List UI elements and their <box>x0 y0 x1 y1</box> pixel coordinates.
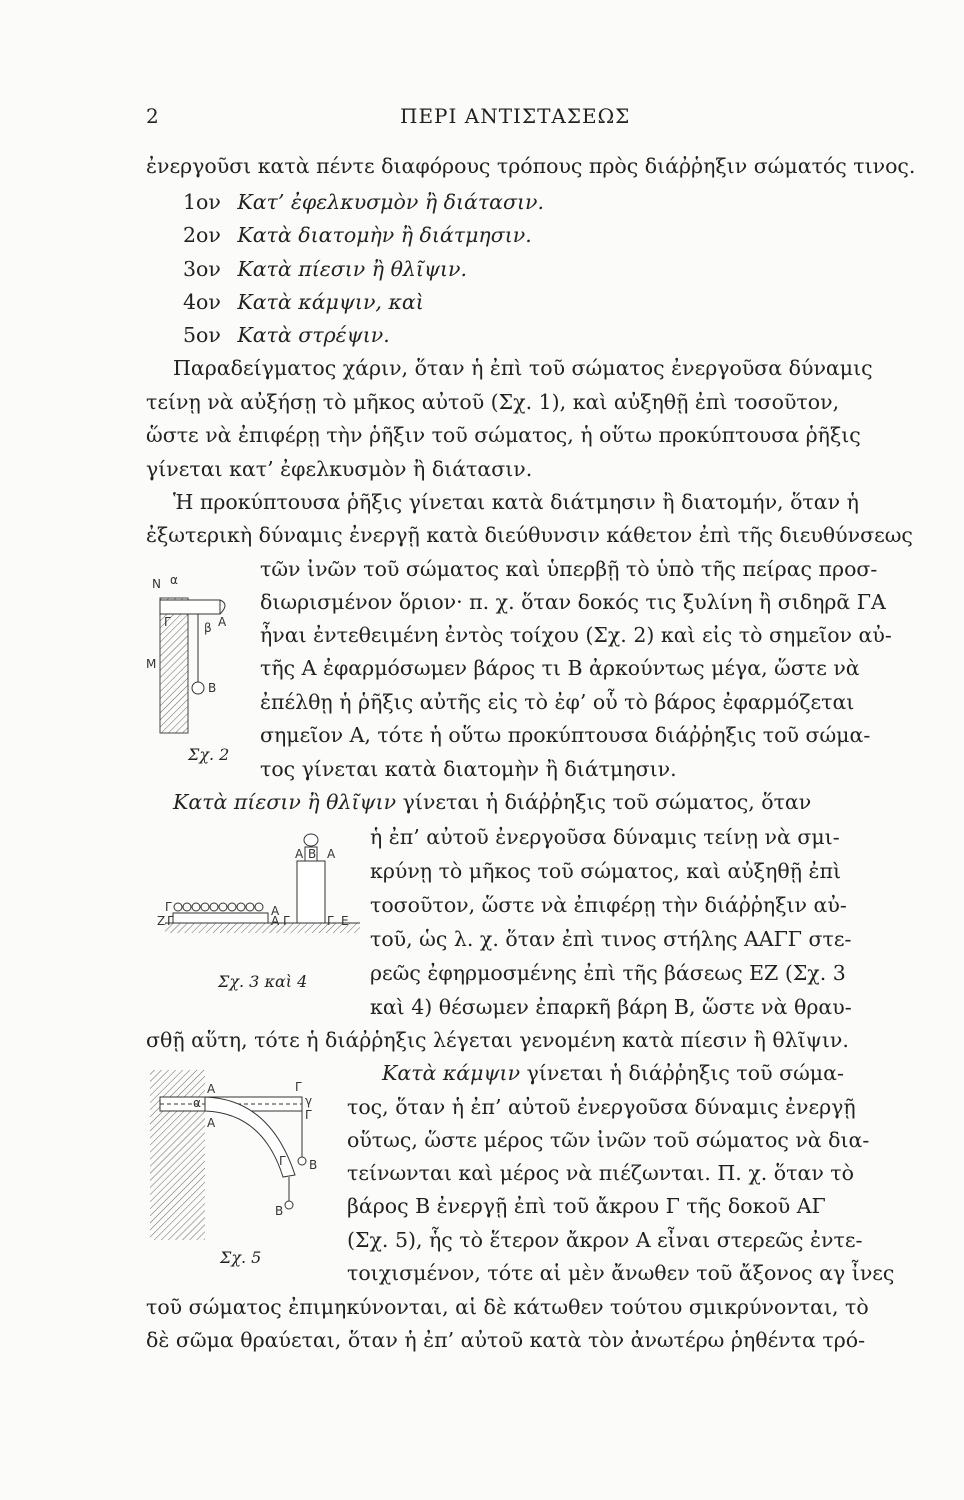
text-line: δὲ σῶμα θραύεται, ὅταν ἡ ἐπ’ αὐτοῦ κατὰ τὸν ἀνωτέρω ῥηθέντα τρό- <box>146 1328 866 1352</box>
fig-label: Α <box>207 1116 216 1130</box>
text-line <box>382 1060 844 1086</box>
section-lead: Κατὰ πίεσιν ἢ θλῖψιν <box>173 790 397 814</box>
figure-5 <box>145 1065 335 1245</box>
text-line: τοσοῦτον, ὥστε νὰ ἐπιφέρῃ τὴν διάῤῥηξιν αὐ- <box>370 893 847 917</box>
text-line: Παραδείγματος χάριν, ὅταν ἡ ἐπὶ τοῦ σώματος ἐνεργοῦσα δύναμις <box>173 356 873 380</box>
list-item <box>183 189 544 215</box>
beam <box>160 600 220 614</box>
text-line: βάρος Β ἐνεργῇ ἐπὶ τοῦ ἄκρου Γ τῆς δοκοῦ ΑΓ <box>347 1194 826 1218</box>
fig-label: Β <box>309 1158 318 1172</box>
horizontal-column <box>173 913 268 923</box>
fig-label: Ε <box>341 914 349 928</box>
text-line: ὥστε νὰ ἐπιφέρῃ τὴν ῥῆξιν τοῦ σώματος, ἡ οὕτω προκύπτουσα ῥῆξις <box>146 423 861 447</box>
text-line: ἦναι ἐντεθειμένη ἐντὸς τοίχου (Σχ. 2) καὶ εἰς τὸ σημεῖον αὐ- <box>260 623 892 647</box>
fig-label: Α <box>218 615 227 629</box>
text-line: τοῦ, ὡς λ. χ. ὅταν ἐπὶ τινος στήλης ΑΑΓΓ στε- <box>370 927 852 951</box>
fig-label: Γ <box>167 914 174 928</box>
list-text: Κατ’ ἐφελκυσμὸν ἢ διάτασιν. <box>237 190 545 214</box>
page-number: 2 <box>146 104 160 128</box>
list-item <box>183 256 467 282</box>
weight <box>298 1157 306 1165</box>
fig-label: Γ <box>327 914 334 928</box>
fig-label: α <box>193 1096 201 1110</box>
text-line: τοῦ σώματος ἐπιμηκύνονται, αἱ δὲ κάτωθεν τούτου σμικρύνονται, τὸ <box>146 1295 869 1319</box>
list-number: 4ον <box>183 290 221 314</box>
text-line: τῆς Α ἐφαρμόσωμεν βάρος τι Β ἀρκούντως μέγα, ὥστε νὰ <box>260 656 860 680</box>
list-number: 3ον <box>183 257 221 281</box>
text-line: ρεῶς ἐφηρμοσμένης ἐπὶ τῆς βάσεως ΕΖ (Σχ. 3 <box>370 961 846 985</box>
text-line: κρύνῃ τὸ μῆκος τοῦ σώματος, καὶ αὐξηθῇ ἐπὶ <box>370 859 842 883</box>
weight <box>192 682 204 694</box>
beam-end <box>220 600 225 614</box>
text-line: τῶν ἰνῶν τοῦ σώματος καὶ ὑπερβῇ τὸ ὑπὸ τῆς πείρας προσ- <box>260 557 878 581</box>
rollers <box>174 903 263 911</box>
figure-caption: Σχ. 5 <box>220 1248 262 1267</box>
text-line: σημεῖον Α, τότε ἡ οὕτω προκύπτουσα διάῤῥηξις τοῦ σώμα- <box>260 723 871 747</box>
fig-label: Γ <box>279 1154 286 1168</box>
weight <box>304 834 318 846</box>
text-line: (Σχ. 5), ἧς τὸ ἕτερον ἄκρον Α εἶναι στερεῶς ἐντε- <box>347 1228 863 1252</box>
text-line: Ἡ προκύπτουσα ῥῆξις γίνεται κατὰ διάτμησιν ἢ διατομήν, ὅταν ἡ <box>173 490 859 514</box>
fig-label: Β <box>208 681 217 695</box>
text-line: τος γίνεται κατὰ διατομὴν ἢ διάτμησιν. <box>260 757 677 781</box>
fig-label: Α <box>207 1082 216 1096</box>
text-line: ἐπέλθῃ ἡ ῥῆξις αὐτῆς εἰς τὸ ἐφ’ οὗ τὸ βάρος ἐφαρμόζεται <box>260 690 855 714</box>
figure-3-4 <box>157 825 365 945</box>
text-line: διωρισμένον ὅριον· π. χ. ὅταν δοκός τις ξυλίνη ἢ σιδηρᾶ ΓΑ <box>260 590 886 614</box>
list-item <box>183 222 532 248</box>
text-line: τείνωνται καὶ μέρος νὰ πιέζωνται. Π. χ. ὅταν τὸ <box>347 1161 854 1185</box>
text-line: σθῇ αὕτη, τότε ἡ διάῤῥηξις λέγεται γενομένη κατὰ πίεσιν ἢ θλῖψιν. <box>146 1028 849 1052</box>
text-line: οὕτως, ὥστε μέρος τῶν ἰνῶν τοῦ σώματος νὰ δια- <box>347 1128 870 1152</box>
text-line: τοιχισμένον, τότε αἱ μὲν ἄνωθεν τοῦ ἄξονος αγ ἶνες <box>347 1261 895 1285</box>
text-line: τος, ὅταν ἡ ἐπ’ αὐτοῦ ἐνεργοῦσα δύναμις ἐνεργῇ <box>347 1095 856 1119</box>
fig-label: Α <box>295 847 304 861</box>
list-number: 1ον <box>183 190 221 214</box>
list-text: Κατὰ στρέψιν. <box>237 323 390 347</box>
text-line: ἡ ἐπ’ αὐτοῦ ἐνεργοῦσα δύναμις τείνῃ νὰ σμι- <box>370 825 840 849</box>
fig-label: Γ <box>283 914 290 928</box>
list-text: Κατὰ πίεσιν ἢ θλῖψιν. <box>237 257 468 281</box>
fig-label: Γ <box>164 615 171 629</box>
fig-label: Β <box>275 1204 284 1218</box>
text-line: τείνῃ νὰ αὐξήσῃ τὸ μῆκος αὐτοῦ (Σχ. 1), καὶ αὐξηθῇ ἐπὶ τοσοῦτον, <box>146 390 840 414</box>
text-line: ἐνεργοῦσι κατὰ πέντε διαφόρους τρόπους πρὸς διάῤῥηξιν σώματός τινος. <box>146 154 916 178</box>
fig-label: Ν <box>152 577 161 591</box>
fig-label: Α <box>327 847 336 861</box>
section-text: γίνεται ἡ διάῤῥηξις τοῦ σώμα- <box>520 1061 844 1085</box>
fig-label: Β <box>308 847 317 861</box>
list-item <box>183 289 424 315</box>
text-line <box>173 789 811 815</box>
fig-label: γ <box>305 1094 313 1108</box>
section-text: γίνεται ἡ διάῤῥηξις τοῦ σώματος, ὅταν <box>396 790 812 814</box>
figure-caption: Σχ. 2 <box>188 745 230 764</box>
text-line: ἐξωτερικὴ δύναμις ἐνεργῇ κατὰ διεύθυνσιν κάθετον ἐπὶ τῆς διευθύνσεως <box>146 523 913 547</box>
text-line: καὶ 4) θέσωμεν ἐπαρκῆ βάρη Β, ὥστε νὰ θραυ- <box>370 995 852 1019</box>
fig-label: Ζ <box>157 914 166 928</box>
figure-2 <box>140 570 250 770</box>
figure-caption: Σχ. 3 καὶ 4 <box>218 972 308 991</box>
fig-label: Α <box>271 914 280 928</box>
list-text: Κατὰ διατομὴν ἢ διάτμησιν. <box>237 223 532 247</box>
running-title: ΠΕΡΙ ΑΝΤΙΣΤΑΣΕΩΣ <box>400 104 631 128</box>
fig-label: β <box>204 621 212 635</box>
list-item <box>183 322 390 348</box>
fig-label: Γ <box>165 900 172 914</box>
list-number: 5ον <box>183 323 221 347</box>
section-lead: Κατὰ κάμψιν <box>382 1061 521 1085</box>
list-number: 2ον <box>183 223 221 247</box>
fig-label: α <box>170 573 178 587</box>
vertical-column <box>297 861 325 923</box>
fig-label: Γ <box>295 1080 302 1094</box>
list-text: Κατὰ κάμψιν, καὶ <box>237 290 424 314</box>
text-line: γίνεται κατ’ ἐφελκυσμὸν ἢ διάτασιν. <box>146 457 533 481</box>
fig-label: Γ <box>305 1108 312 1122</box>
weight <box>285 1201 293 1209</box>
fig-label: Μ <box>146 657 157 671</box>
fig-label: Α <box>271 904 280 918</box>
